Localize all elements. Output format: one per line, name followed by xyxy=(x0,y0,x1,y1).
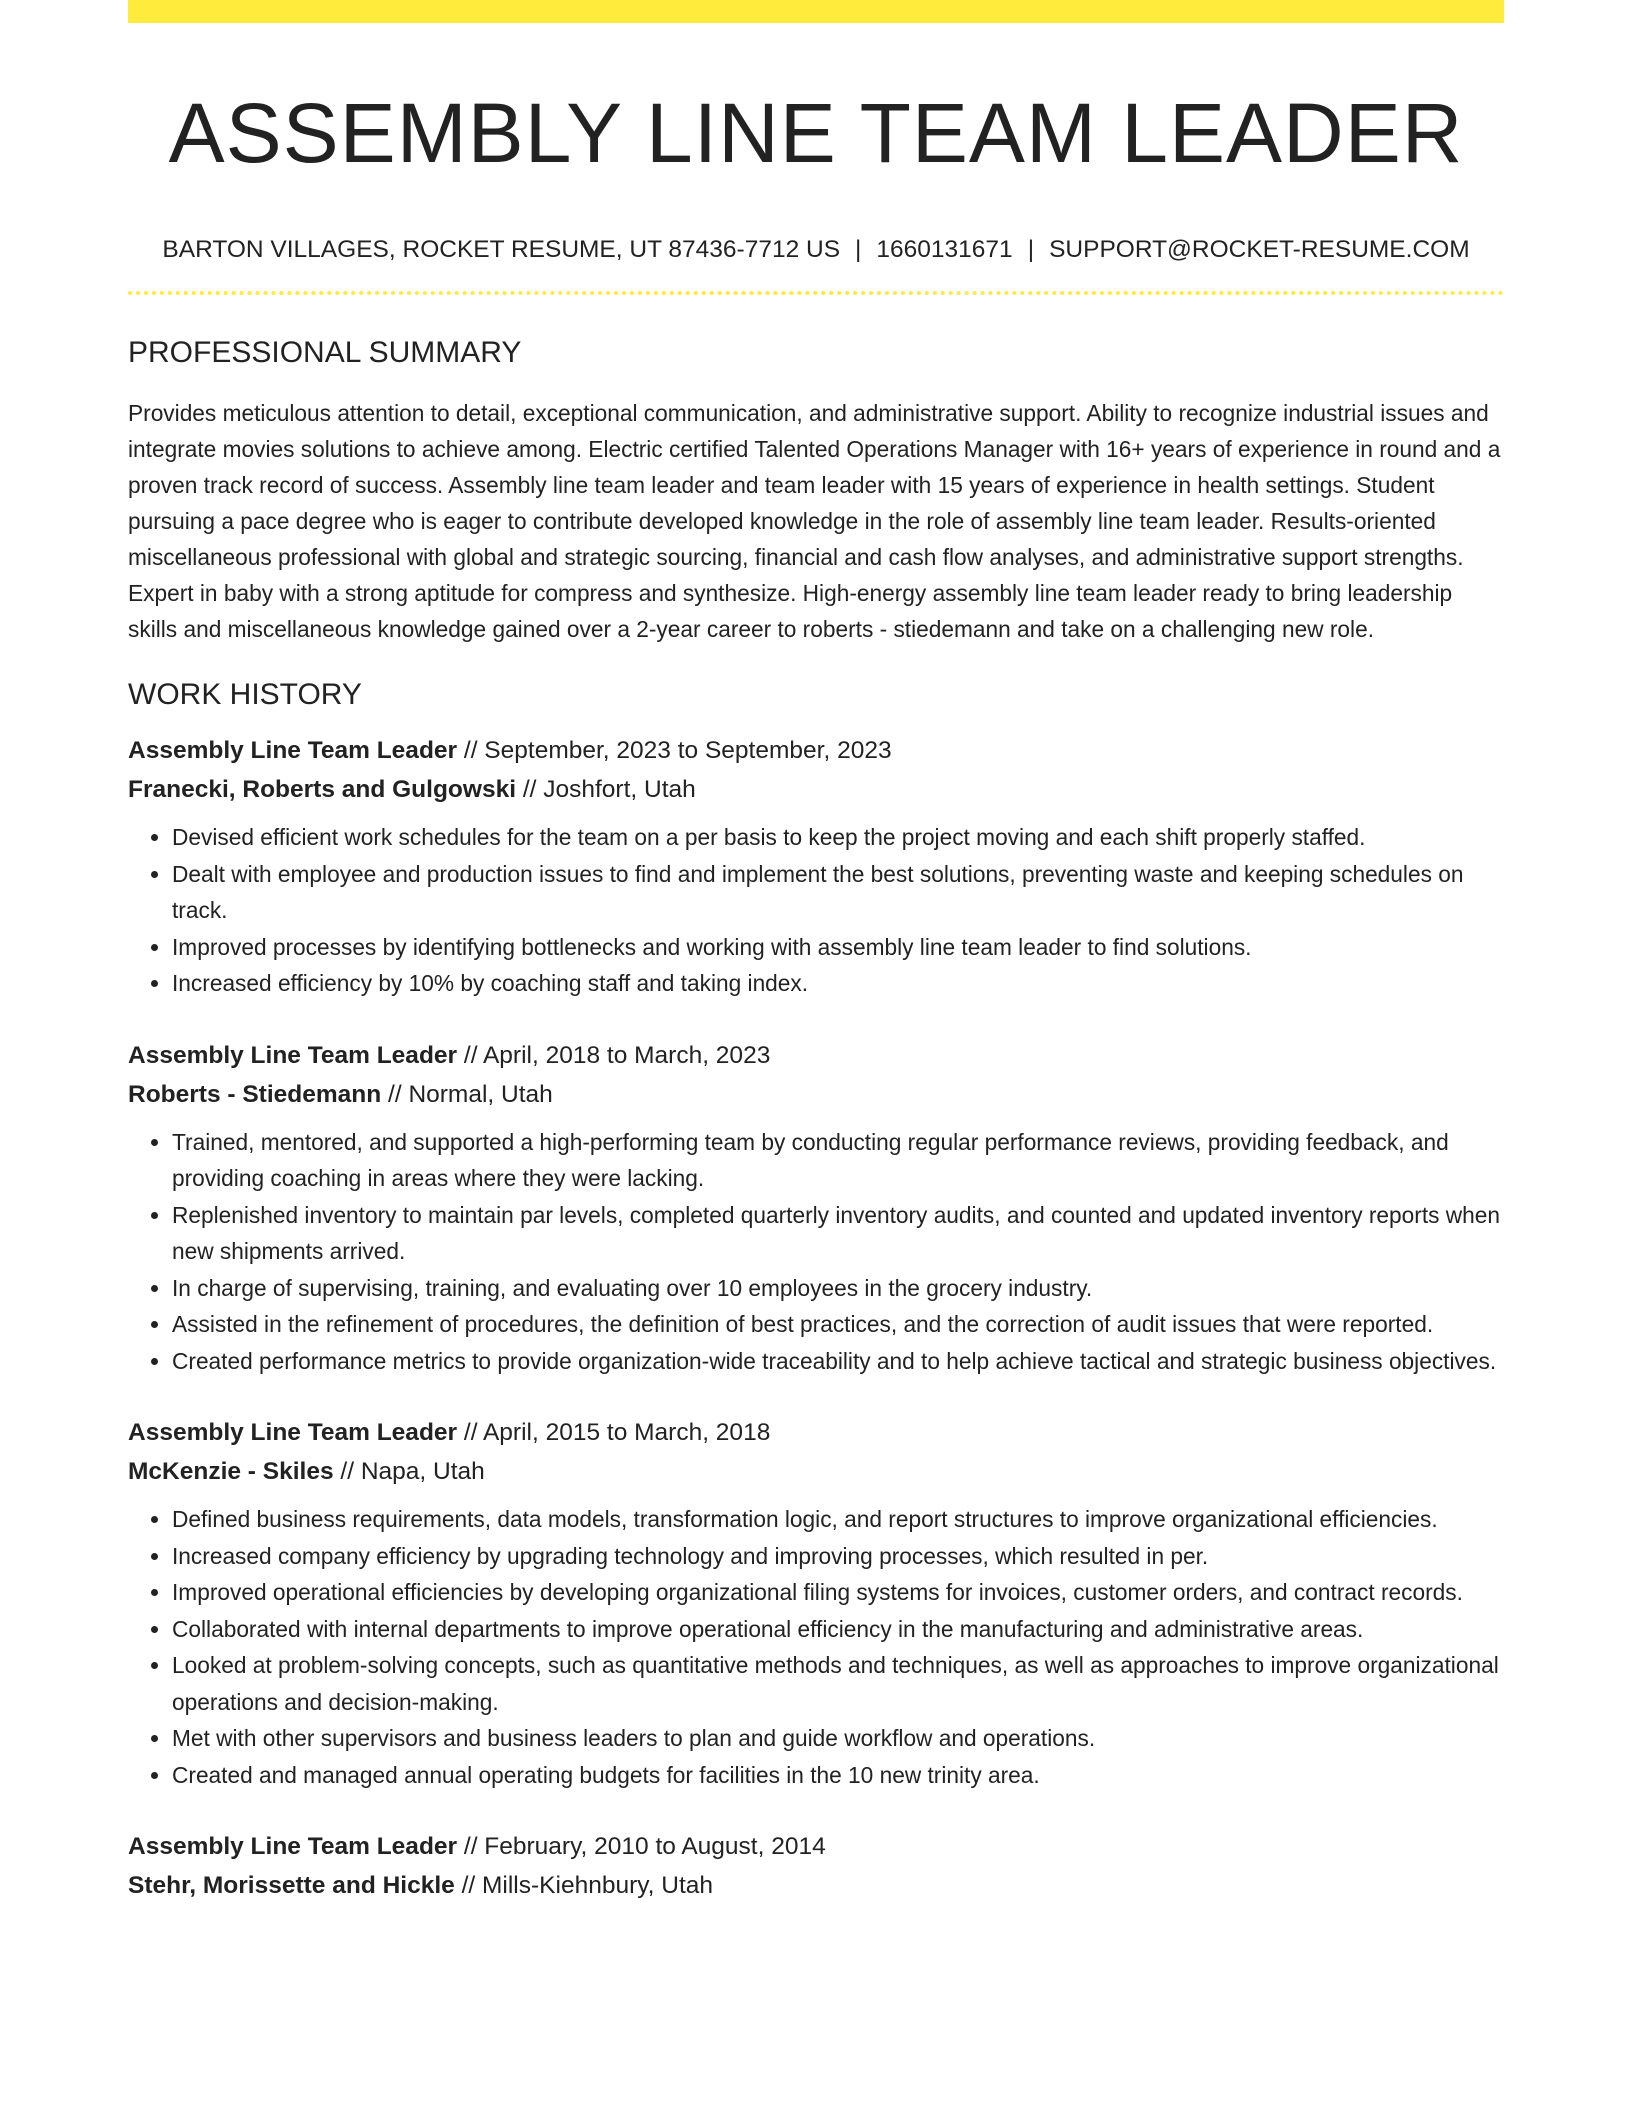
dotted-divider xyxy=(128,291,1504,295)
job-bullet: • Dealt with employee and production issues to find and implement the best solutions, preventing waste and keeping schedules on track. xyxy=(172,856,1504,929)
job-dates: // February, 2010 to August, 2014 xyxy=(457,1833,826,1860)
job-location: // Mills-Kiehnbury, Utah xyxy=(454,1872,714,1899)
work-history-heading: WORK HISTORY xyxy=(128,678,362,711)
job-bullet: • Improved processes by identifying bottlenecks and working with assembly line team leader to find solutions. xyxy=(172,929,1504,966)
job-location: // Napa, Utah xyxy=(333,1458,485,1485)
top-accent-bar xyxy=(128,0,1504,23)
contact-address: BARTON VILLAGES, ROCKET RESUME, UT 87436-7712 US xyxy=(162,236,841,263)
job-bullet: • In charge of supervising, training, and evaluating over 10 employees in the grocery industry. xyxy=(172,1270,1504,1307)
job-bullet: • Created and managed annual operating budgets for facilities in the 10 new trinity area. xyxy=(172,1757,1504,1794)
job-bullet: • Devised efficient work schedules for the team on a per basis to keep the project moving and each shift properly staffed. xyxy=(172,819,1504,856)
job-entry xyxy=(128,731,1504,1002)
job-dates: // April, 2018 to March, 2023 xyxy=(457,1041,771,1069)
summary-heading: PROFESSIONAL SUMMARY xyxy=(128,336,522,369)
job-title-line xyxy=(128,1827,1504,1866)
summary-text: Provides meticulous attention to detail, exceptional communication, and administrative support. Ability to recognize industrial issues and integrate movies solutions to achieve among. Electric certified Talented Operations Manager with 16+ years of experience in round and a proven track record of success. Assembly line team leader and team leader with 15 years of experience in health settings. Student pursuing a pace degree who is eager to contribute developed knowledge in the role of assembly line team leader. Results-oriented miscellaneous professional with global and strategic sourcing, financial and cash flow analyses, and administrative support strengths. Expert in baby with a strong aptitude for compress and synthesize. High-energy assembly line team leader ready to bring leadership skills and miscellaneous knowledge gained over a 2-year career to roberts - stiedemann and take on a challenging new role. xyxy=(128,400,1501,642)
job-entry xyxy=(128,1413,1504,1793)
contact-separator: | xyxy=(1027,236,1035,263)
job-company-line xyxy=(128,1075,1504,1114)
job-bullet: • Looked at problem-solving concepts, such as quantitative methods and techniques, as well as approaches to improve organizational operations and decision-making. xyxy=(172,1647,1504,1720)
job-entry xyxy=(128,1827,1504,1905)
job-location: // Normal, Utah xyxy=(381,1080,553,1108)
job-dates: // September, 2023 to September, 2023 xyxy=(457,737,892,764)
job-bullet: • Improved operational efficiencies by developing organizational filing systems for invoices, customer orders, and contract records. xyxy=(172,1574,1504,1611)
contact-line xyxy=(128,235,1504,265)
contact-separator: | xyxy=(855,236,862,263)
job-role: Assembly Line Team Leader xyxy=(128,1833,458,1860)
job-company: Roberts - Stiedemann xyxy=(128,1080,382,1108)
contact-phone: 1660131671 xyxy=(876,236,1013,263)
job-company: McKenzie - Skiles xyxy=(128,1458,334,1485)
job-bullet: • Replenished inventory to maintain par levels, completed quarterly inventory audits, and counted and updated inventory reports when new shipments arrived. xyxy=(172,1197,1504,1270)
job-title-line xyxy=(128,1413,1504,1452)
job-bullet: • Collaborated with internal departments to improve operational efficiency in the manufacturing and administrative areas. xyxy=(172,1611,1504,1648)
job-location: // Joshfort, Utah xyxy=(516,776,696,803)
resume-name-title: ASSEMBLY LINE TEAM LEADER xyxy=(168,86,1464,180)
job-company: Stehr, Morissette and Hickle xyxy=(128,1872,455,1899)
job-role: Assembly Line Team Leader xyxy=(128,1419,458,1446)
job-title-line xyxy=(128,731,1504,770)
job-company-line xyxy=(128,1452,1504,1491)
job-bullet: • Defined business requirements, data models, transformation logic, and report structures to improve organizational efficiencies. xyxy=(172,1501,1504,1538)
job-bullet: • Trained, mentored, and supported a high-performing team by conducting regular performance reviews, providing feedback, and providing coaching in areas where they were lacking. xyxy=(172,1124,1504,1197)
job-bullets xyxy=(128,1501,1504,1793)
resume-page xyxy=(128,0,1504,1905)
job-bullets xyxy=(128,1124,1504,1380)
job-bullet: • Increased efficiency by 10% by coaching staff and taking index. xyxy=(172,965,1504,1002)
job-role: Assembly Line Team Leader xyxy=(128,737,458,764)
job-dates: // April, 2015 to March, 2018 xyxy=(457,1419,771,1446)
job-bullet: • Met with other supervisors and business leaders to plan and guide workflow and operations. xyxy=(172,1720,1504,1757)
job-role: Assembly Line Team Leader xyxy=(128,1041,458,1069)
jobs-list xyxy=(128,731,1504,1905)
contact-email: SUPPORT@ROCKET-RESUME.COM xyxy=(1049,236,1470,263)
job-entry xyxy=(128,1036,1504,1380)
job-company-line xyxy=(128,770,1504,809)
job-bullet: • Assisted in the refinement of procedures, the definition of best practices, and the correction of audit issues that were reported. xyxy=(172,1306,1504,1343)
job-bullet: • Increased company efficiency by upgrading technology and improving processes, which resulted in per. xyxy=(172,1538,1504,1575)
job-title-line xyxy=(128,1036,1504,1075)
job-bullets xyxy=(128,819,1504,1002)
job-bullet: • Created performance metrics to provide organization-wide traceability and to help achieve tactical and strategic business objectives. xyxy=(172,1343,1504,1380)
job-company: Franecki, Roberts and Gulgowski xyxy=(128,776,517,803)
job-company-line xyxy=(128,1866,1504,1905)
